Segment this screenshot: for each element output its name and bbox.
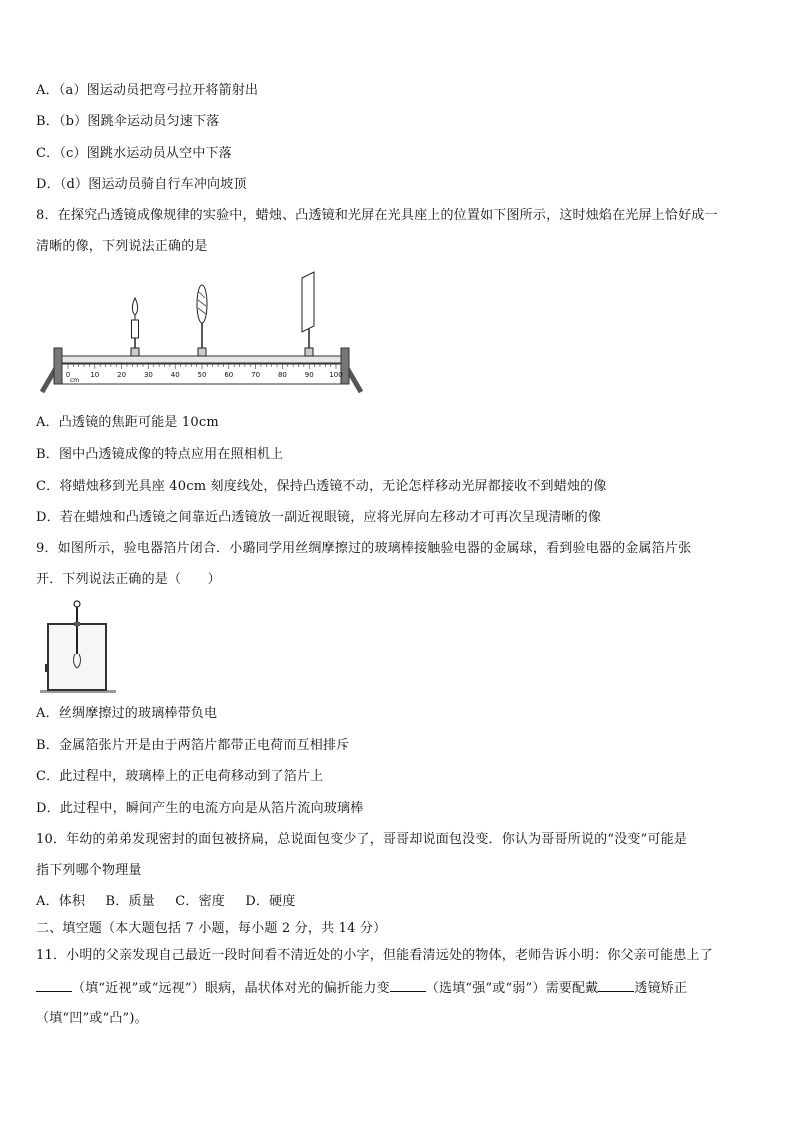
- electroscope-figure: [36, 598, 120, 694]
- q8-option-c: C．将蜡烛移到光具座 40cm 刻度线处，保持凸透镜不动，无论怎样移动光屏都接收不到蜡烛的像: [36, 479, 607, 494]
- electroscope-side-knob: [45, 664, 49, 672]
- q7-option-a: A．（a）图运动员把弯弓拉开将箭射出: [36, 83, 259, 98]
- q11-blank-3[interactable]: [598, 979, 634, 992]
- screen-panel: [302, 272, 314, 332]
- scale-tick-label: 10: [90, 371, 100, 379]
- scale-tick-label: 30: [143, 371, 153, 379]
- scale-tick-label: 60: [224, 371, 234, 379]
- q9-option-c: C．此过程中，玻璃棒上的正电荷移动到了箔片上: [36, 769, 324, 784]
- bench-rail: [58, 356, 348, 363]
- q9-option-d: D．此过程中，瞬间产生的电流方向是从箔片流向玻璃棒: [36, 801, 364, 816]
- q9-stem-line1: 9．如图所示，验电器箔片闭合．小璐同学用丝绸摩擦过的玻璃棒接触验电器的金属球，看到验电器的金属箔片张: [36, 541, 692, 556]
- q11-segment-3: 透镜矫正: [634, 981, 688, 996]
- q9-option-b: B．金属箔张片开是由于两箔片都带正电荷而互相排斥: [36, 738, 350, 753]
- screen-holder: [305, 348, 313, 356]
- optical-bench-figure: [36, 268, 366, 398]
- scale-tick-label: 50: [197, 371, 207, 379]
- electroscope-metal-ball: [74, 601, 80, 607]
- scale-tick-label: 20: [117, 371, 127, 379]
- candle-flame: [132, 298, 137, 315]
- scale-tick-label: 90: [304, 371, 314, 379]
- candle: [131, 298, 139, 356]
- q8-stem-line2: 清晰的像，下列说法正确的是: [36, 239, 208, 254]
- q11-line3: （填“凹”或“凸”)。: [36, 1011, 148, 1026]
- q7-option-b: B．（b）图跳伞运动员匀速下落: [36, 114, 220, 129]
- scale-tick-label: 100: [329, 371, 343, 379]
- q11-line2: [36, 979, 687, 997]
- q7-option-c: C．（c）图跳水运动员从空中下落: [36, 146, 232, 161]
- candle-body: [132, 320, 139, 338]
- scale-unit-label: cm: [70, 377, 80, 384]
- scale-tick-label: 70: [251, 371, 261, 379]
- q10-option-c: C．密度: [175, 894, 225, 909]
- scale-tick-label: 80: [277, 371, 287, 379]
- q8-option-d: D．若在蜡烛和凸透镜之间靠近凸透镜放一副近视眼镜，应将光屏向左移动才可再次呈现清晰的像: [36, 510, 602, 525]
- q8-option-b: B．图中凸透镜成像的特点应用在照相机上: [36, 447, 284, 462]
- q11-blank-2[interactable]: [390, 979, 426, 992]
- q10-option-d: D．硬度: [245, 894, 296, 909]
- lens-body: [197, 285, 207, 323]
- lens-holder: [198, 348, 206, 356]
- convex-lens: [197, 285, 207, 356]
- scale-tick-label: 40: [170, 371, 180, 379]
- light-screen: [302, 272, 314, 356]
- electroscope-insulator: [74, 622, 80, 626]
- q10-option-a: A．体积: [36, 894, 86, 909]
- candle-holder: [131, 348, 139, 356]
- scale-tick-label: 0: [65, 371, 71, 379]
- q8-option-a: A．凸透镜的焦距可能是 10cm: [36, 415, 219, 430]
- q11-blank-1[interactable]: [36, 979, 72, 992]
- q11-segment-1: （填“近视”或“远视”）眼病，晶状体对光的偏折能力变: [72, 981, 390, 996]
- q10-options-row: [36, 894, 312, 910]
- q9-option-a: A．丝绸摩擦过的玻璃棒带负电: [36, 706, 218, 721]
- q11-line1: 11．小明的父亲发现自己最近一段时间看不清近处的小字，但能看清远处的物体，老师告诉小明：你父亲可能患上了: [36, 948, 713, 963]
- q10-stem-line2: 指下列哪个物理量: [36, 863, 142, 878]
- section2-heading: 二、填空题（本大题包括 7 小题，每小题 2 分，共 14 分）: [36, 921, 387, 936]
- q10-option-b: B．质量: [105, 894, 155, 909]
- q11-segment-2: （选填“强”或“弱”）需要配戴: [425, 981, 599, 996]
- q9-stem-line2: 开．下列说法正确的是（ ）: [36, 572, 221, 587]
- q7-option-d: D．（d）图运动员骑自行车冲向坡顶: [36, 177, 247, 192]
- bench-left-post: [54, 348, 62, 384]
- q10-stem-line1: 10．年幼的弟弟发现密封的面包被挤扁，总说面包变少了，哥哥却说面包没变．你认为哥哥所说的“没变”可能是: [36, 832, 688, 847]
- q8-stem-line1: 8．在探究凸透镜成像规律的实验中，蜡烛、凸透镜和光屏在光具座上的位置如下图所示，这时烛焰在光屏上恰好成一: [36, 208, 718, 223]
